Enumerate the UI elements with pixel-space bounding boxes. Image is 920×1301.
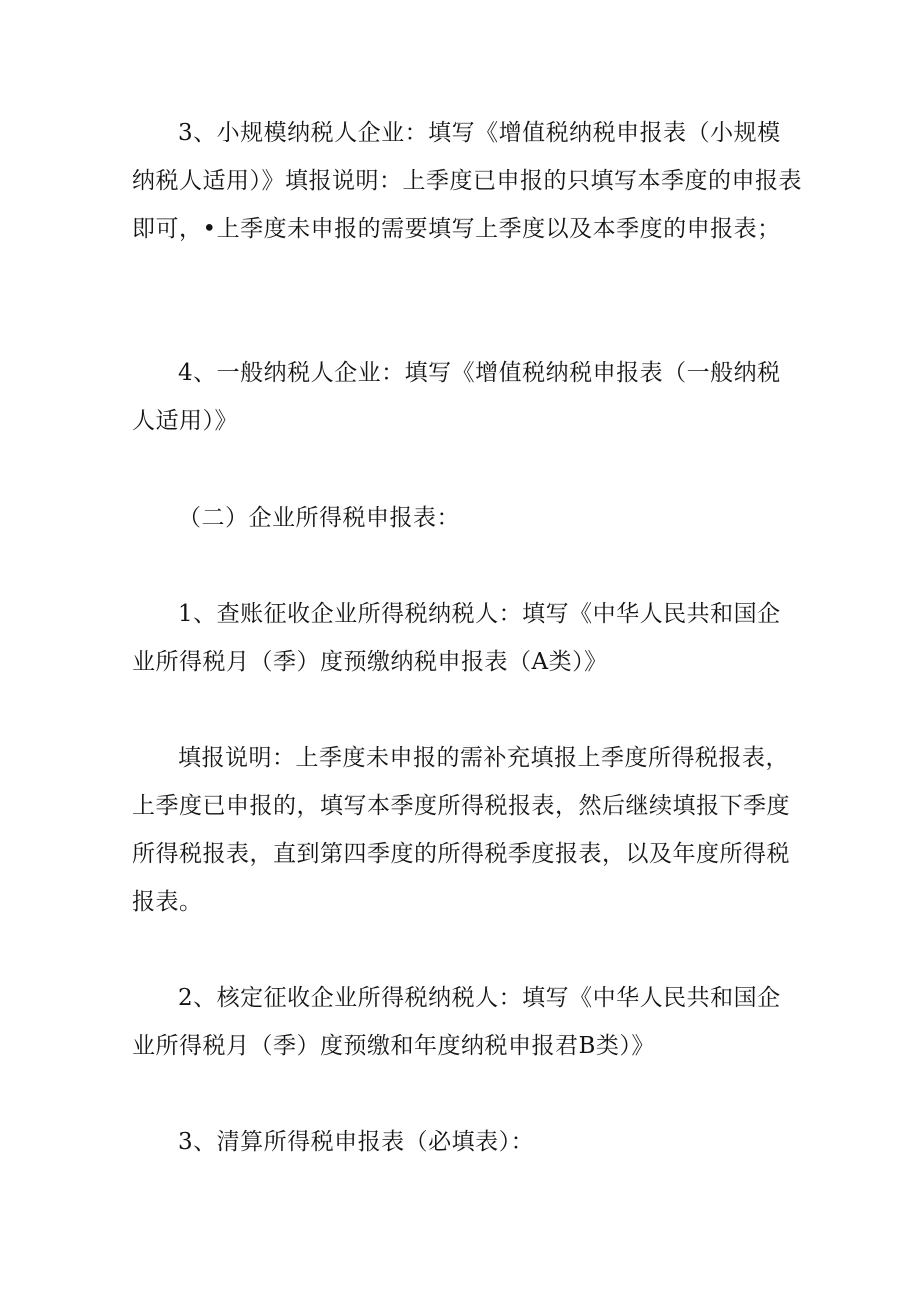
paragraph-general-taxpayer: 4、一般纳税人企业：填写《增值税纳税申报表（一般纳税人适用）》 xyxy=(132,360,781,434)
paragraph-assessed-collection: 2、核定征收企业所得税纳税人：填写《中华人民共和国企业所得税月（季）度预缴和年度纳税申报君B类）》 xyxy=(132,985,781,1059)
paragraph-liquidation-return: 3、清算所得税申报表（必填表）： xyxy=(178,1129,535,1155)
paragraph-audit-collection: 1、查账征收企业所得税纳税人：填写《中华人民共和国企业所得税月（季）度预缴纳税申报表（A类）》 xyxy=(132,601,781,675)
paragraph-small-scale-taxpayer: 3、小规模纳税人企业：填写《增值税纳税申报表（小规模纳税人适用）》填报说明：上季度已申报的只填写本季度的申报表即可，•上季度未申报的需要填写上季度以及本季度的申报表； xyxy=(132,120,802,242)
section-heading-corporate-income-tax: （二）企业所得税申报表： xyxy=(178,505,460,531)
paragraph-filing-instructions: 填报说明：上季度未申报的需补充填报上季度所得税报表，上季度已申报的，填写本季度所得税报表，然后继续填报下季度所得税报表，直到第四季度的所得税季度报表，以及年度所得税报表。 xyxy=(132,745,790,915)
